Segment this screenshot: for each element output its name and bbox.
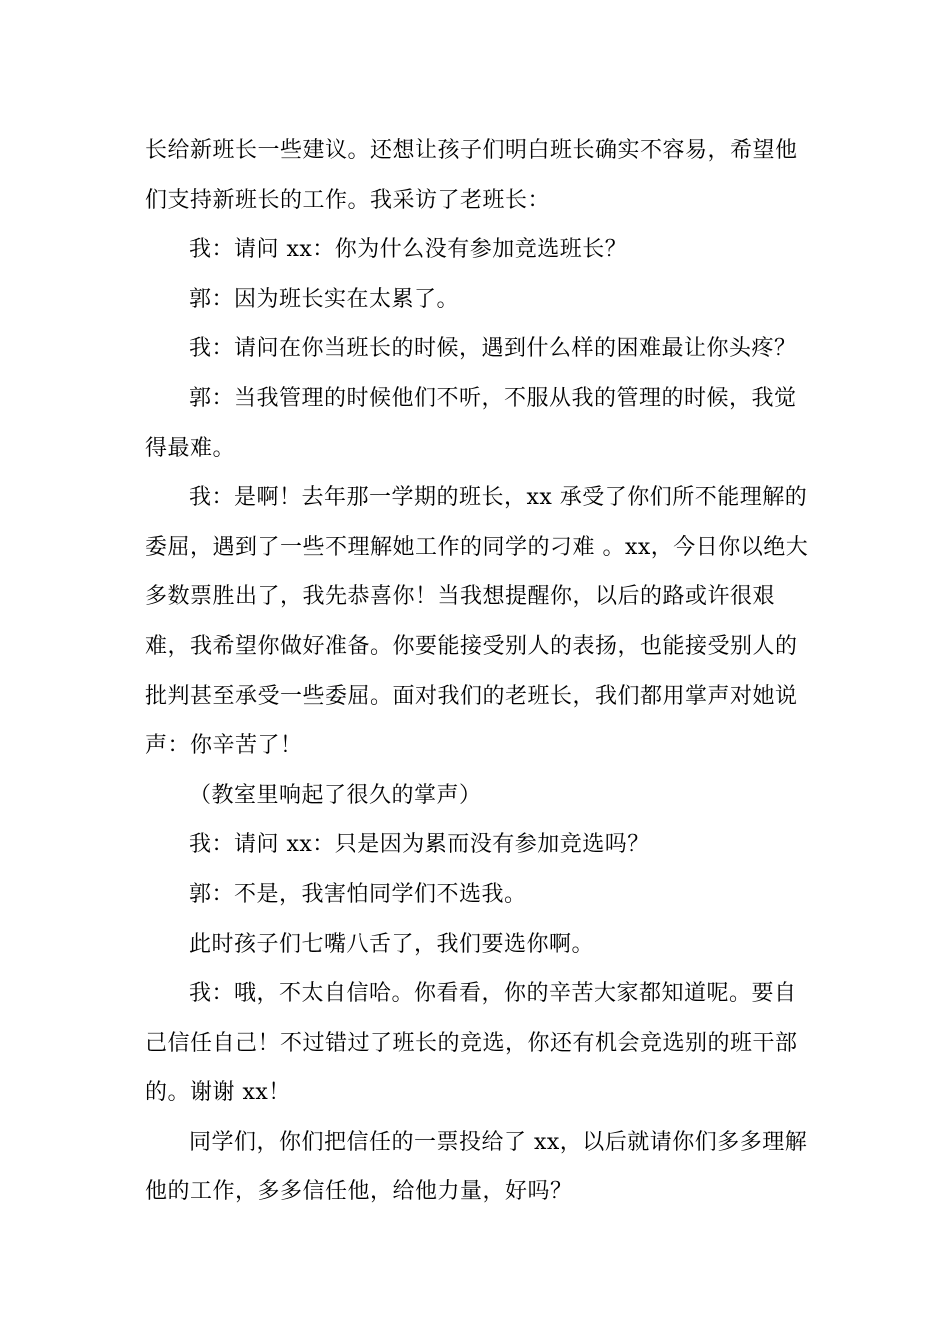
paragraph-teacher-encouragement: 我：哦，不太自信哈。你看看，你的辛苦大家都知道呢。要自己信任自己！不过错过了班长的竞选，你还有机会竞选别的班干部的。谢谢 xx！ xyxy=(145,981,798,1106)
paragraph-interview-answer-1: 郭：因为班长实在太累了。 xyxy=(189,286,460,312)
document-body xyxy=(145,126,810,1217)
paragraph-teacher-remarks: 我：是啊！去年那一学期的班长，xx 承受了你们所不能理解的委屈，遇到了一些不理解她工作的同学的刁难 。xx，今日你以绝大多数票胜出了，我先恭喜你！当我想提醒你，以后的路或许很艰难，我希望你做好准备。你要能接受别人的表扬，也能接受别人的批判甚至承受一些委屈。面对我们的老班长，我们都用掌声对她说声：你辛苦了！ xyxy=(145,485,809,759)
paragraph-interview-question-1: 我：请问 xx：你为什么没有参加竞选班长？ xyxy=(189,237,628,263)
paragraph-applause-note: （教室里响起了很久的掌声） xyxy=(189,782,482,808)
paragraph-class-reaction: 此时孩子们七嘴八舌了，我们要选你啊。 xyxy=(189,931,595,957)
paragraph-interview-answer-3: 郭：不是，我害怕同学们不选我。 xyxy=(189,881,527,907)
paragraph-interview-question-2: 我：请问在你当班长的时候，遇到什么样的困难最让你头疼？ xyxy=(189,336,797,362)
paragraph-closing-appeal: 同学们，你们把信任的一票投给了 xx，以后就请你们多多理解他的工作，多多信任他，给他力量，好吗？ xyxy=(145,1129,808,1205)
paragraph-interview-answer-2: 郭：当我管理的时候他们不听，不服从我的管理的时候，我觉得最难。 xyxy=(145,385,797,461)
paragraph-interview-question-3: 我：请问 xx：只是因为累而没有参加竞选吗？ xyxy=(189,832,650,858)
paragraph-continuation: 长给新班长一些建议。还想让孩子们明白班长确实不容易，希望他们支持新班长的工作。我采访了老班长： xyxy=(145,138,798,213)
